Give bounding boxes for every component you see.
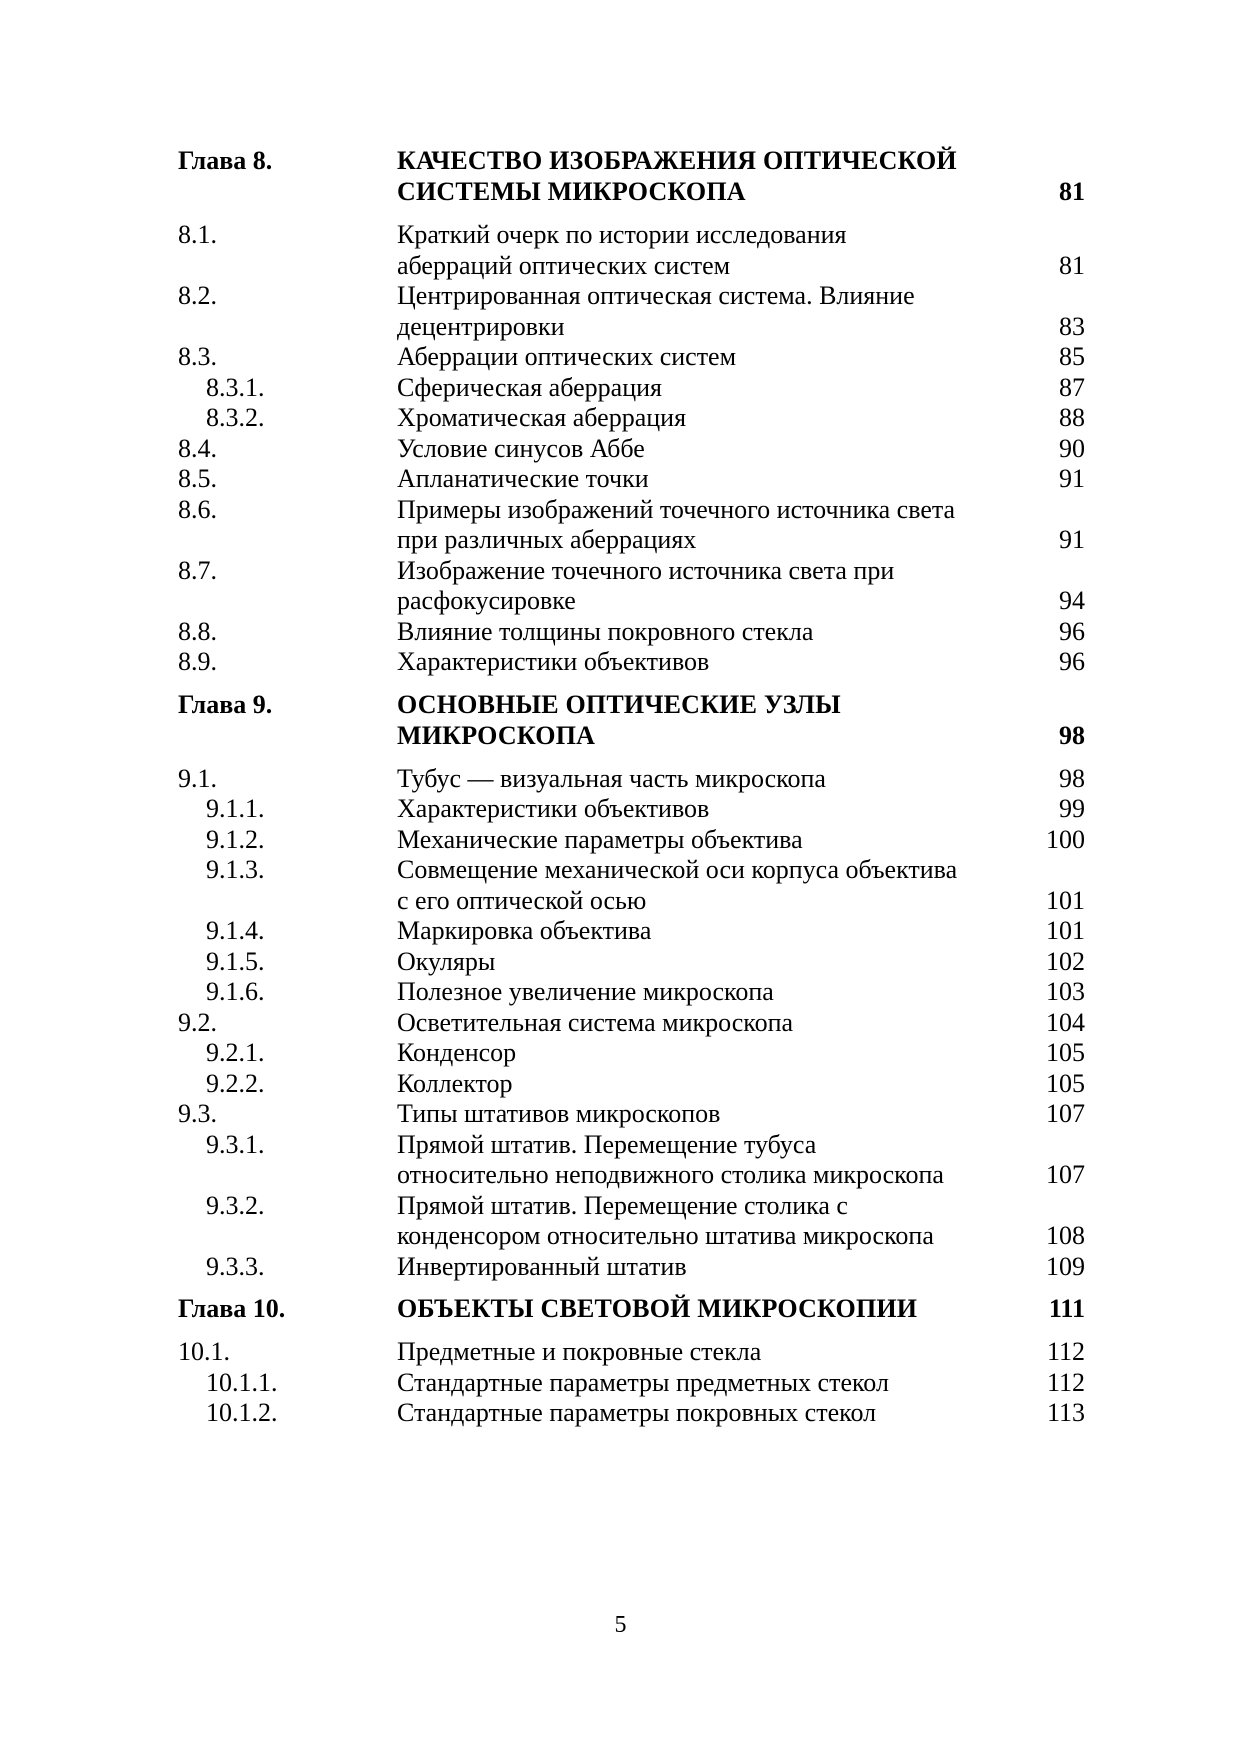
entry-line — [0, 853, 1241, 887]
page-ref: 85 — [1059, 342, 1085, 371]
section-title: при различных аберрациях — [397, 525, 697, 554]
page-ref: 101 — [1046, 885, 1085, 915]
entry-line — [0, 914, 1241, 948]
section-title: Совмещение механической оси корпуса объектива — [397, 855, 958, 884]
section-number: 9.1. — [178, 763, 217, 793]
entry-line — [0, 1250, 1241, 1284]
entry-line — [0, 823, 1241, 857]
section-title: Хроматическая аберрация — [397, 403, 687, 432]
section-number: 9.2. — [178, 1007, 217, 1037]
section-title: Аберрации оптических систем — [397, 342, 737, 371]
section-number: 9.1.2. — [206, 824, 265, 854]
page-ref: 112 — [1046, 1367, 1085, 1397]
section-title: Прямой штатив. Перемещение тубуса — [397, 1129, 817, 1159]
page-ref: 98 — [1059, 763, 1085, 793]
entry-line — [0, 249, 1241, 283]
entry-line — [0, 1067, 1241, 1101]
chapter-title: СИСТЕМЫ МИКРОСКОПА — [397, 177, 746, 206]
entry-line — [0, 1006, 1241, 1040]
page-ref: 87 — [1059, 372, 1085, 402]
entry-line — [0, 175, 1241, 209]
section-number: 9.2.2. — [206, 1068, 265, 1098]
section-title: Характеристики объективов — [397, 794, 710, 823]
page-ref: 105 — [1046, 1038, 1085, 1067]
section-title: расфокусировке — [397, 586, 576, 615]
page-ref: 109 — [1046, 1251, 1085, 1281]
section-title: Изображение точечного источника света при — [397, 555, 895, 585]
page-ref: 91 — [1059, 525, 1085, 554]
page-number: 5 — [614, 1612, 627, 1638]
section-number: 9.3.1. — [206, 1129, 265, 1159]
section-title: Механические параметры объектива — [397, 824, 803, 854]
section-number: 10.1. — [178, 1337, 230, 1366]
section-title: Апланатические точки — [397, 464, 649, 493]
section-number: 8.3.1. — [206, 372, 265, 402]
section-number: 9.3. — [178, 1099, 217, 1128]
entry-line — [0, 688, 1241, 722]
entry-line — [0, 792, 1241, 826]
entry-line — [0, 401, 1241, 435]
page-ref: 96 — [1059, 647, 1085, 676]
entry-line — [0, 144, 1241, 178]
entry-line — [0, 1366, 1241, 1400]
page-ref: 94 — [1059, 586, 1085, 615]
chapter-number: Глава 9. — [178, 689, 273, 719]
entry-line — [0, 218, 1241, 252]
section-title: аберраций оптических систем — [397, 250, 731, 280]
page-ref: 99 — [1059, 794, 1085, 823]
page-ref: 107 — [1046, 1099, 1085, 1128]
page-ref: 104 — [1046, 1007, 1085, 1037]
chapter-title: ОБЪЕКТЫ СВЕТОВОЙ МИКРОСКОПИИ — [397, 1294, 918, 1323]
entry-line — [0, 1396, 1241, 1430]
page-ref: 98 — [1059, 720, 1085, 750]
section-number: 8.6. — [178, 494, 217, 524]
section-title: Стандартные параметры предметных стекол — [397, 1367, 889, 1397]
section-title: Тубус — визуальная часть микроскопа — [397, 763, 826, 793]
entry-line — [0, 719, 1241, 753]
section-title: Типы штативов микроскопов — [397, 1099, 721, 1128]
page-ref: 108 — [1046, 1221, 1085, 1250]
entry-line — [0, 371, 1241, 405]
section-number: 10.1.1. — [206, 1367, 278, 1397]
section-title: Коллектор — [397, 1068, 513, 1098]
page-ref: 81 — [1059, 250, 1085, 280]
page-ref: 88 — [1059, 403, 1085, 432]
section-number: 9.1.3. — [206, 855, 265, 884]
entry-line — [0, 584, 1241, 618]
page-ref: 96 — [1059, 616, 1085, 646]
entry-line — [0, 1128, 1241, 1162]
section-number: 8.7. — [178, 555, 217, 585]
section-number: 10.1.2. — [206, 1398, 278, 1427]
section-number: 9.1.4. — [206, 916, 265, 945]
section-title: Условие синусов Аббе — [397, 433, 645, 463]
section-title: конденсором относительно штатива микроскопа — [397, 1221, 934, 1250]
section-number: 8.3. — [178, 342, 217, 371]
entry-line — [0, 462, 1241, 496]
entry-line — [0, 615, 1241, 649]
section-number: 9.1.6. — [206, 977, 265, 1006]
entry-line — [0, 762, 1241, 796]
page-ref: 102 — [1046, 946, 1085, 976]
entry-line — [0, 645, 1241, 679]
section-title: Конденсор — [397, 1038, 517, 1067]
section-number: 8.5. — [178, 464, 217, 493]
section-title: Прямой штатив. Перемещение столика с — [397, 1190, 848, 1220]
section-number: 8.3.2. — [206, 403, 265, 432]
chapter-number: Глава 10. — [178, 1294, 286, 1323]
entry-line — [0, 1158, 1241, 1192]
entry-line — [0, 340, 1241, 374]
page-ref: 91 — [1059, 464, 1085, 493]
page-ref: 81 — [1059, 177, 1085, 206]
section-number: 8.1. — [178, 220, 217, 249]
entry-line — [0, 945, 1241, 979]
page-ref: 83 — [1059, 311, 1085, 341]
page-ref: 105 — [1046, 1068, 1085, 1098]
page-ref: 101 — [1046, 916, 1085, 945]
section-title: Сферическая аберрация — [397, 372, 662, 402]
section-title: Осветительная система микроскопа — [397, 1007, 794, 1037]
section-number: 8.8. — [178, 616, 217, 646]
entry-line — [0, 1097, 1241, 1131]
section-title: Характеристики объективов — [397, 647, 710, 676]
entry-line — [0, 1292, 1241, 1326]
page-ref: 107 — [1046, 1160, 1085, 1189]
page-ref: 100 — [1046, 824, 1085, 854]
entry-line — [0, 884, 1241, 918]
page-ref: 103 — [1046, 977, 1085, 1006]
section-number: 9.2.1. — [206, 1038, 265, 1067]
entry-line — [0, 1219, 1241, 1253]
section-number: 8.4. — [178, 433, 217, 463]
section-title: Полезное увеличение микроскопа — [397, 977, 774, 1006]
section-title: Предметные и покровные стекла — [397, 1337, 762, 1366]
entry-line — [0, 1335, 1241, 1369]
section-number: 9.3.3. — [206, 1251, 265, 1281]
section-title: Примеры изображений точечного источника света — [397, 494, 956, 524]
section-title: Краткий очерк по истории исследования — [397, 220, 847, 249]
section-number: 9.1.1. — [206, 794, 265, 823]
page-ref: 90 — [1059, 433, 1085, 463]
section-title: Инвертированный штатив — [397, 1251, 687, 1281]
entry-line — [0, 554, 1241, 588]
chapter-title: ОСНОВНЫЕ ОПТИЧЕСКИЕ УЗЛЫ — [397, 689, 841, 719]
section-title: относительно неподвижного столика микроскопа — [397, 1160, 944, 1189]
section-number: 9.3.2. — [206, 1190, 265, 1220]
chapter-title: МИКРОСКОПА — [397, 720, 596, 750]
entry-line — [0, 975, 1241, 1009]
entry-line — [0, 1036, 1241, 1070]
section-title: Стандартные параметры покровных стекол — [397, 1398, 877, 1427]
entry-line — [0, 279, 1241, 313]
entry-line — [0, 432, 1241, 466]
section-title: Маркировка объектива — [397, 916, 652, 945]
section-number: 8.2. — [178, 281, 217, 310]
page-ref: 111 — [1048, 1294, 1085, 1323]
section-number: 9.1.5. — [206, 946, 265, 976]
page-ref: 112 — [1046, 1337, 1085, 1366]
section-title: Окуляры — [397, 946, 496, 976]
entry-line — [0, 1189, 1241, 1223]
page-ref: 113 — [1046, 1398, 1085, 1427]
entry-line — [0, 493, 1241, 527]
entry-line — [0, 523, 1241, 557]
chapter-title: КАЧЕСТВО ИЗОБРАЖЕНИЯ ОПТИЧЕСКОЙ — [397, 146, 957, 175]
section-title: децентрировки — [397, 311, 565, 341]
entry-line — [0, 310, 1241, 344]
section-number: 8.9. — [178, 647, 217, 676]
chapter-number: Глава 8. — [178, 146, 273, 175]
section-title: с его оптической осью — [397, 885, 647, 915]
section-title: Влияние толщины покровного стекла — [397, 616, 814, 646]
section-title: Центрированная оптическая система. Влияние — [397, 281, 915, 310]
